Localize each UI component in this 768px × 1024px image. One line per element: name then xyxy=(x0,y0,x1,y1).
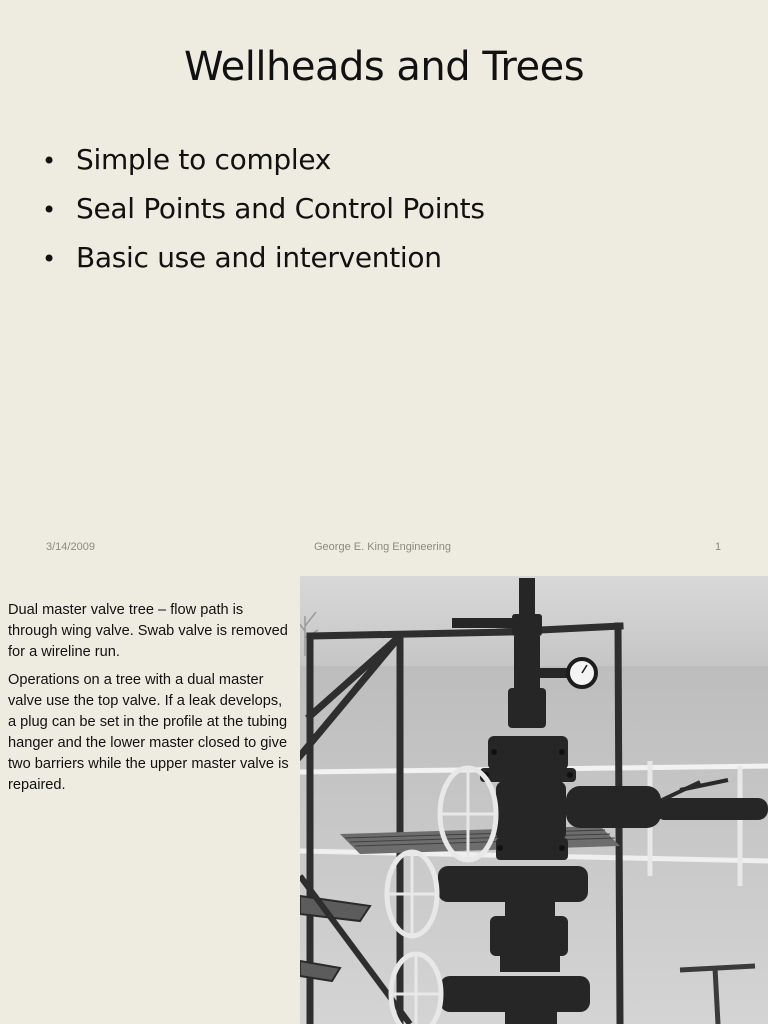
notes-panel xyxy=(0,572,768,1024)
bullet-dot-icon: • xyxy=(42,245,56,273)
bullet-text: Seal Points and Control Points xyxy=(76,192,485,225)
bullet-item xyxy=(42,136,485,185)
wellhead-tree-photo xyxy=(300,576,768,1024)
footer-author: George E. King Engineering xyxy=(314,541,451,553)
notes-paragraph: Dual master valve tree – flow path is through wing valve. Swab valve is removed for a wireline run. xyxy=(8,602,288,660)
notes-paragraph: Operations on a tree with a dual master valve use the top valve. If a leak develops, a plug can be set in the profile at the tubing hanger and the lower master closed to give two barriers while the upper master valve is repaired. xyxy=(8,672,289,793)
bullet-text: Simple to complex xyxy=(76,143,332,176)
notes-text xyxy=(8,600,294,803)
footer-date: 3/14/2009 xyxy=(46,541,95,553)
bullet-item xyxy=(42,234,485,283)
bullet-item xyxy=(42,185,485,234)
slide-title: Wellheads and Trees xyxy=(183,44,585,90)
footer-page-number: 1 xyxy=(715,541,722,553)
bullet-list xyxy=(42,136,485,283)
bullet-text: Basic use and intervention xyxy=(76,241,442,274)
bullet-dot-icon: • xyxy=(42,147,56,175)
bullet-dot-icon: • xyxy=(42,196,56,224)
